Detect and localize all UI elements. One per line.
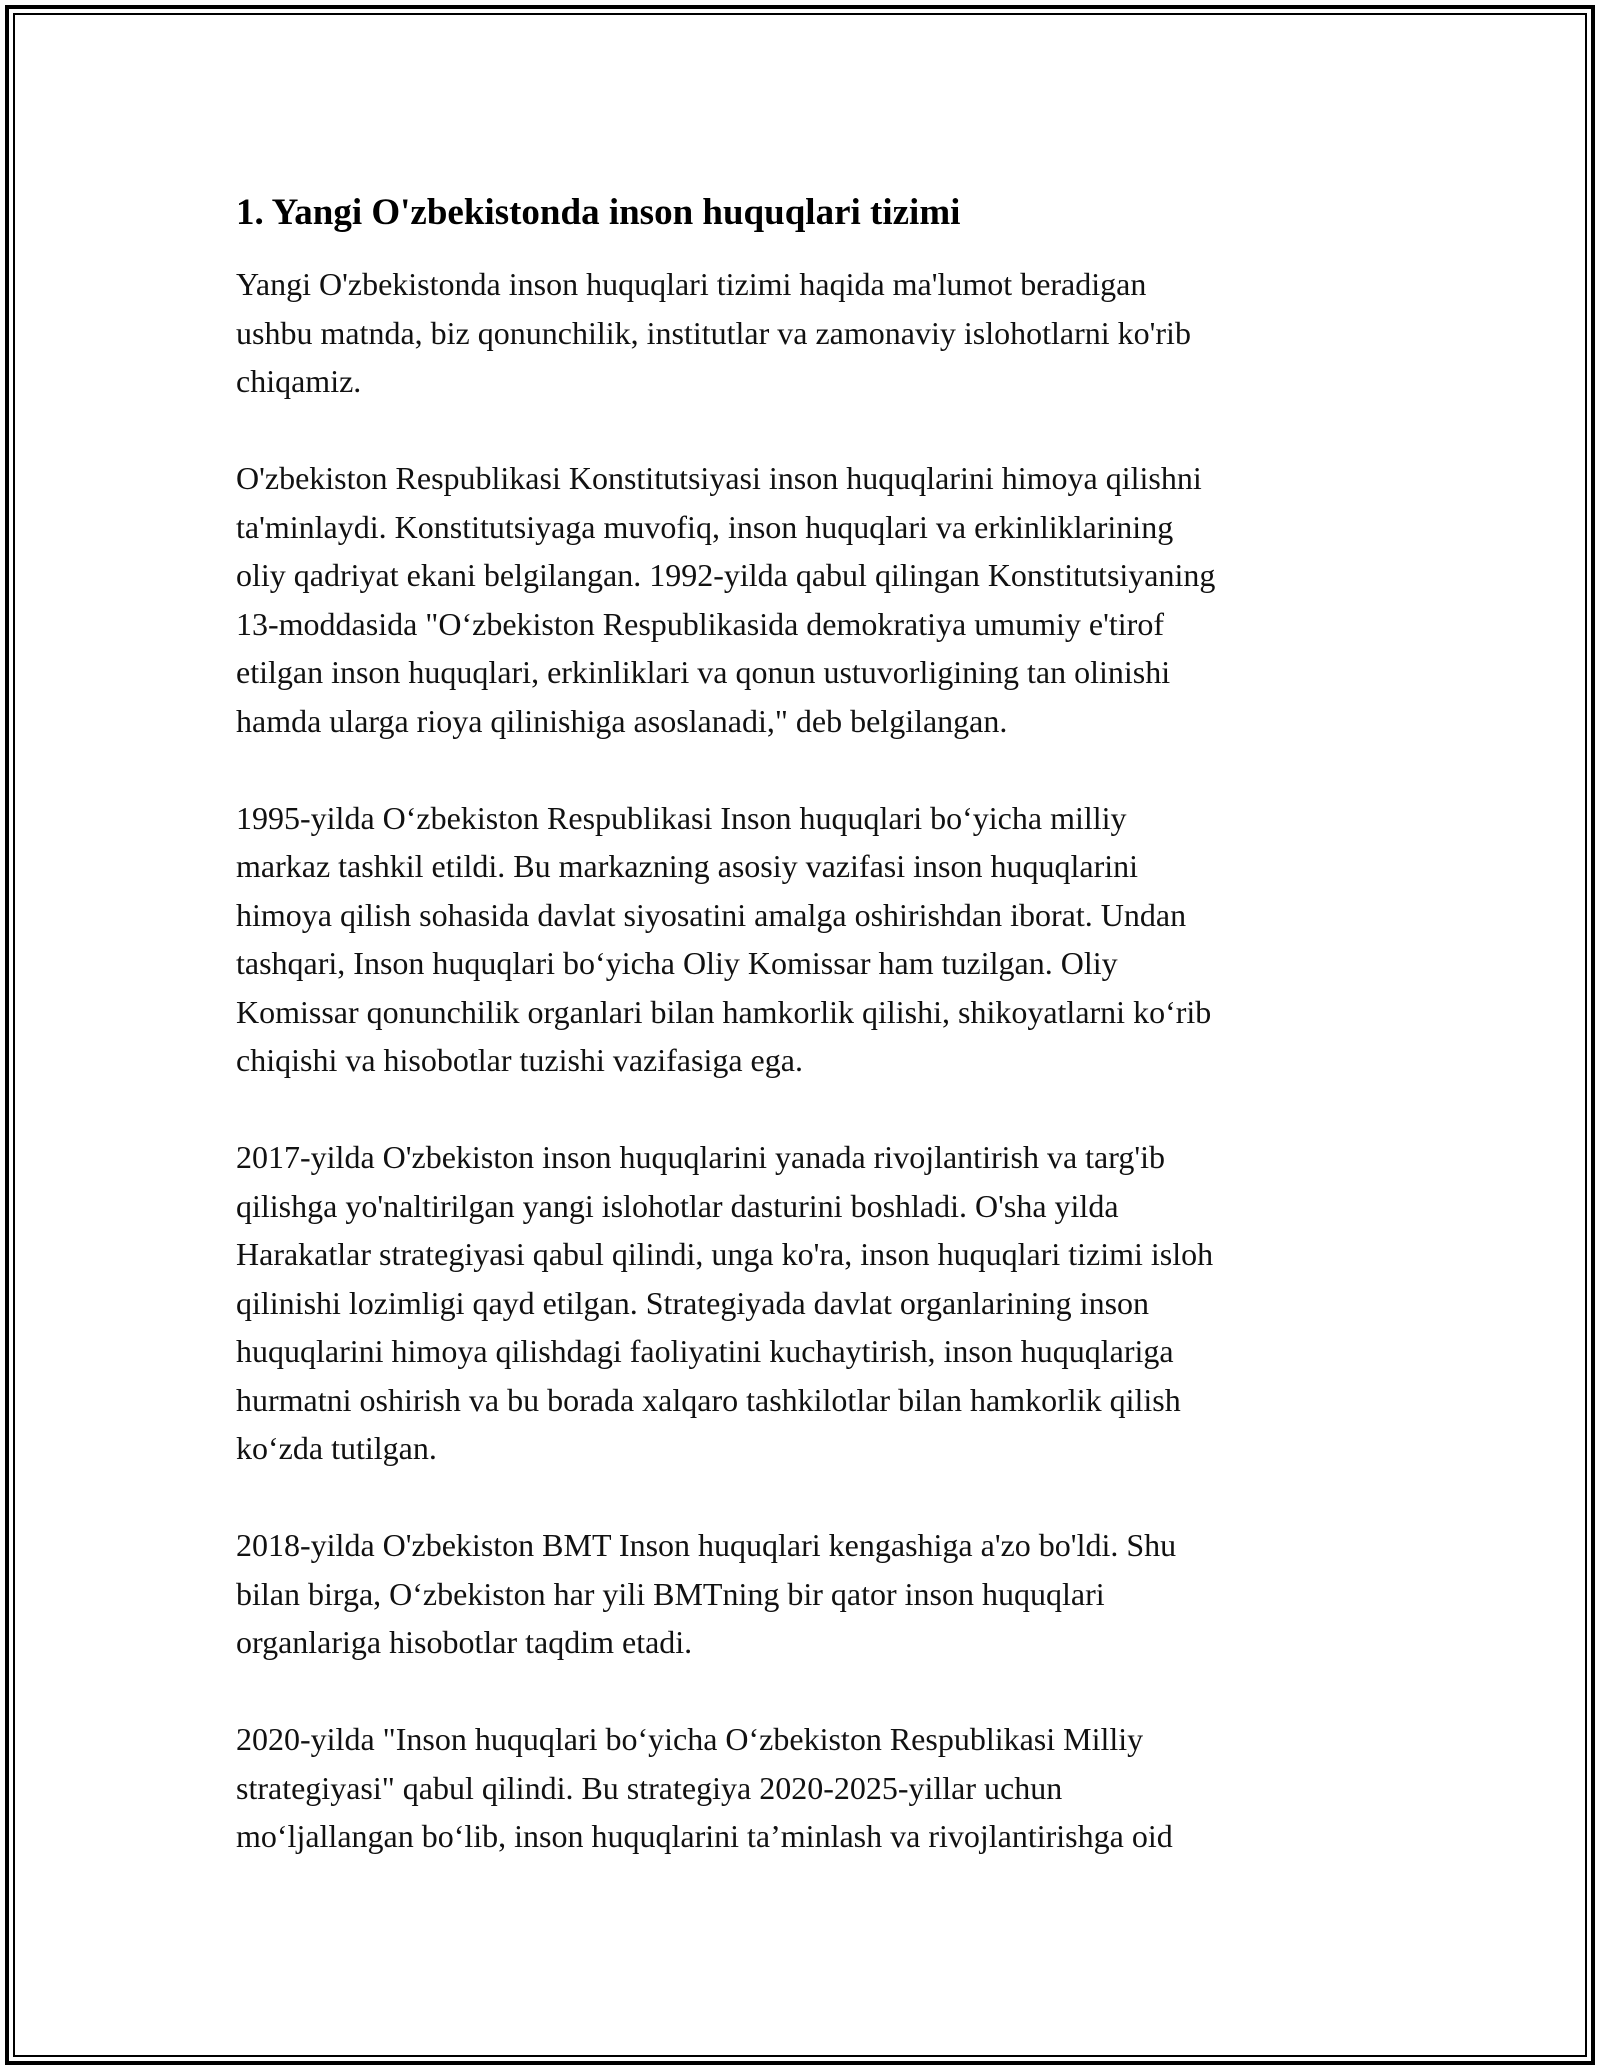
paragraph-intro [236, 260, 1366, 406]
text-line: qilishga yo'naltirilgan yangi islohotlar dasturini boshladi. O'sha yilda [236, 1187, 1119, 1224]
text-line: qilinishi lozimligi qayd etilgan. Strategiyada davlat organlarining inson [236, 1284, 1150, 1321]
text-line: oliy qadriyat ekani belgilangan. 1992-yilda qabul qilingan Konstitutsiyaning [236, 557, 1216, 593]
text-line: ta'minlaydi. Konstitutsiyaga muvofiq, inson huquqlari va erkinliklarining [236, 508, 1174, 545]
text-line: Komissar qonunchilik organlari bilan hamkorlik qilishi, shikoyatlarni ko‘rib [236, 993, 1212, 1030]
text-line: Harakatlar strategiyasi qabul qilindi, unga ko'ra, inson huquqlari tizimi isloh [236, 1236, 1214, 1272]
document-title: 1. Yangi O'zbekistonda inson huquqlari tizimi [236, 192, 961, 233]
text-line: etilgan inson huquqlari, erkinliklari va qonun ustuvorligining tan olinishi [236, 654, 1171, 690]
paragraph-2018 [236, 1521, 1366, 1667]
text-line: 2017-yilda O'zbekiston inson huquqlarini yanada rivojlantirish va targ'ib [236, 1139, 1165, 1175]
paragraph-2020 [236, 1715, 1366, 1861]
text-line: mo‘ljallangan bo‘lib, inson huquqlarini ta’minlash va rivojlantirishga oid [236, 1818, 1173, 1854]
text-line: strategiyasi" qabul qilindi. Bu strategiya 2020-2025-yillar uchun [236, 1769, 1063, 1806]
text-line: hurmatni oshirish va bu borada xalqaro tashkilotlar bilan hamkorlik qilish [236, 1381, 1181, 1418]
text-line: 1995-yilda O‘zbekiston Respublikasi Inson huquqlari bo‘yicha milliy [236, 799, 1127, 836]
text-line: hamda ularga rioya qilinishiga asoslanadi," deb belgilangan. [236, 702, 1008, 739]
text-line: markaz tashkil etildi. Bu markazning asosiy vazifasi inson huquqlarini [236, 848, 1139, 884]
paragraph-1995 [236, 794, 1366, 1085]
text-line: ko‘zda tutilgan. [236, 1430, 437, 1466]
document-body [236, 188, 1366, 1909]
text-line: organlariga hisobotlar taqdim etadi. [236, 1624, 693, 1660]
text-line: chiqishi va hisobotlar tuzishi vazifasiga ega. [236, 1042, 803, 1078]
paragraph-constitution [236, 454, 1366, 745]
text-line: 2018-yilda O'zbekiston BMT Inson huquqlari kengashiga a'zo bo'ldi. Shu [236, 1527, 1177, 1563]
text-line: bilan birga, O‘zbekiston har yili BMTning bir qator inson huquqlari [236, 1575, 1105, 1612]
text-line: ushbu matnda, biz qonunchilik, institutlar va zamonaviy islohotlarni ko'rib [236, 314, 1191, 351]
text-line: huquqlarini himoya qilishdagi faoliyatini kuchaytirish, inson huquqlariga [236, 1333, 1174, 1369]
text-line: O'zbekiston Respublikasi Konstitutsiyasi inson huquqlarini himoya qilishni [236, 460, 1202, 496]
text-line: Yangi O'zbekistonda inson huquqlari tizimi haqida ma'lumot beradigan [236, 266, 1147, 302]
text-line: tashqari, Inson huquqlari bo‘yicha Oliy Komissar ham tuzilgan. Oliy [236, 945, 1118, 981]
text-line: 2020-yilda "Inson huquqlari bo‘yicha O‘zbekiston Respublikasi Milliy [236, 1721, 1144, 1757]
text-line: 13-moddasida "O‘zbekiston Respublikasida demokratiya umumiy e'tirof [236, 605, 1164, 642]
paragraph-2017 [236, 1133, 1366, 1473]
text-line: chiqamiz. [236, 363, 362, 399]
text-line: himoya qilish sohasida davlat siyosatini amalga oshirishdan iborat. Undan [236, 896, 1187, 933]
